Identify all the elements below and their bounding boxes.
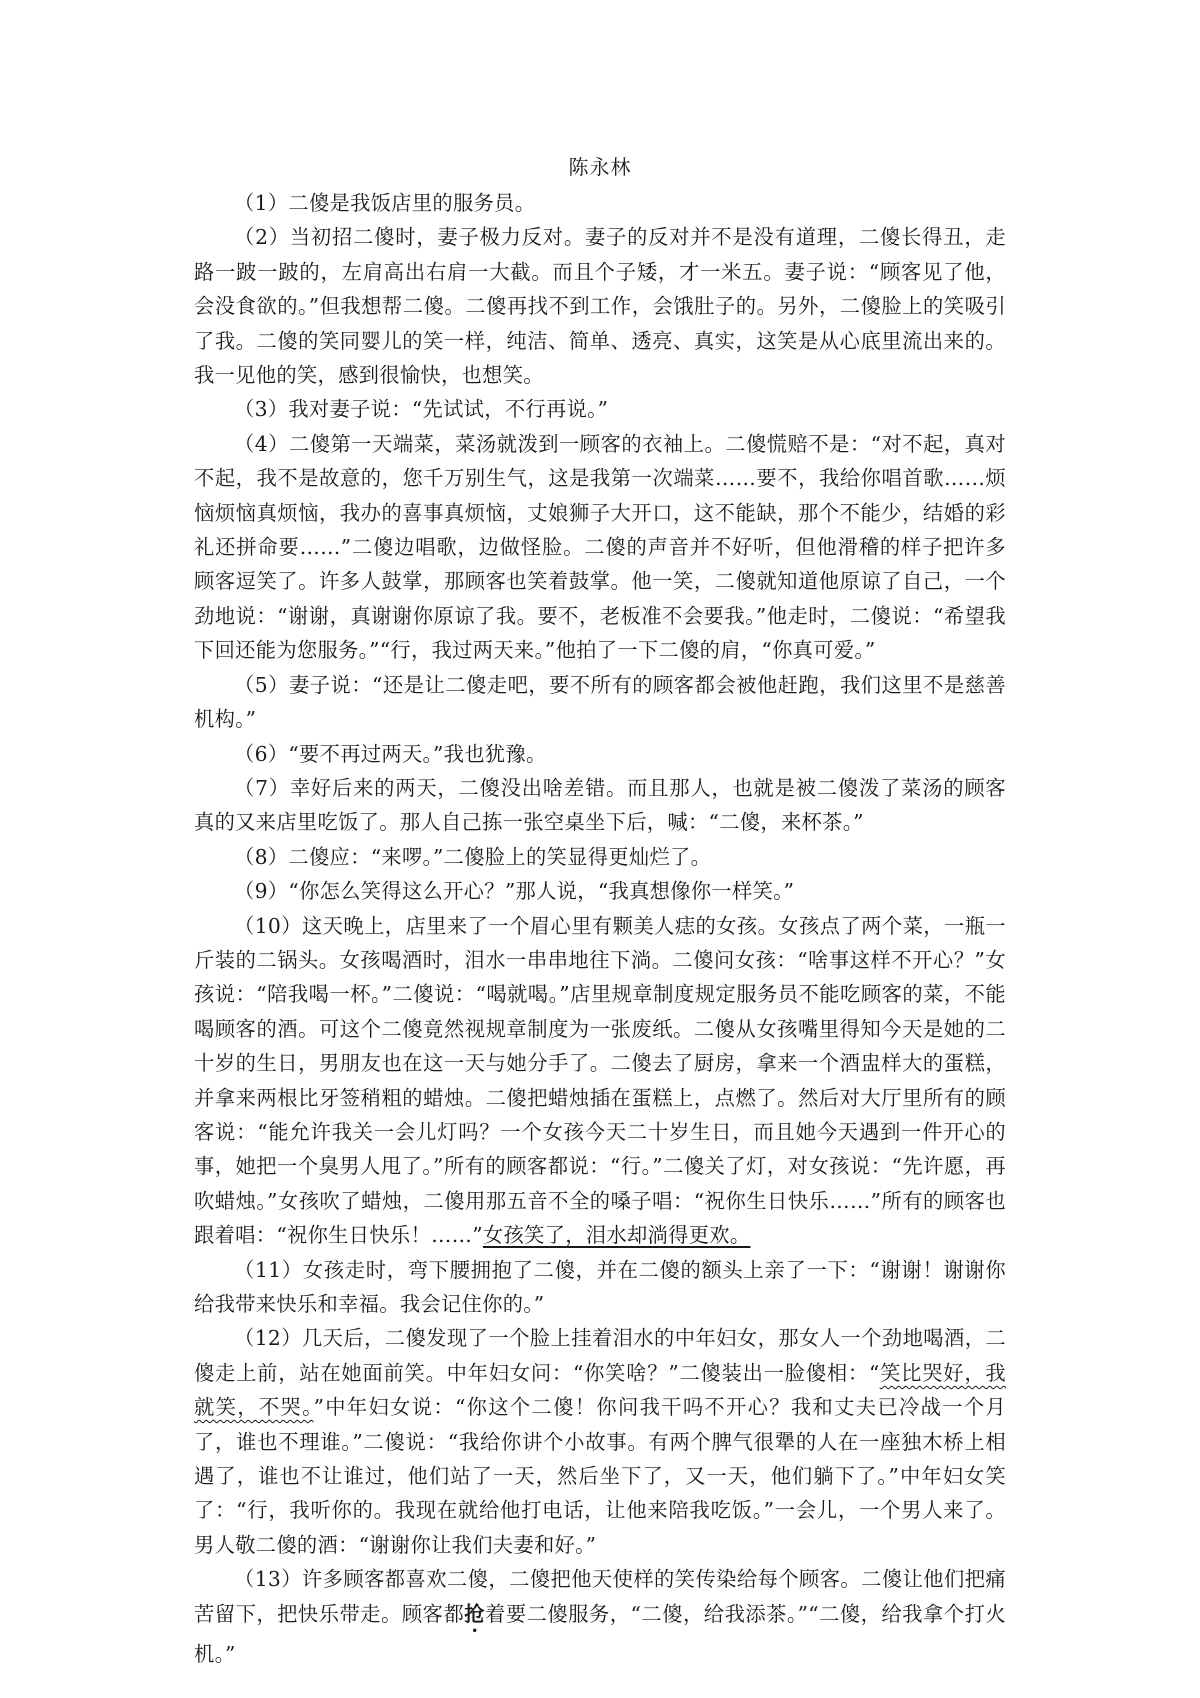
paragraph-13-text-before: （13）许多顾客都喜欢二傻，二傻把他天使样的笑传染给每个顾客。二傻让他们把痛苦留下，把快乐带走。顾客都	[194, 1567, 1006, 1626]
paragraph-5: （5）妻子说：“还是让二傻走吧，要不所有的顾客都会被他赶跑，我们这里不是慈善机构。”	[194, 672, 1006, 732]
document-page	[194, 150, 1006, 1671]
paragraph-13	[194, 1562, 1006, 1671]
underlined-sentence: 女孩笑了，泪水却淌得更欢。	[482, 1223, 751, 1248]
paragraph-8: （8）二傻应：“来啰。”二傻脸上的笑显得更灿烂了。	[234, 844, 712, 869]
paragraph-12-text-after: ”中年妇女说：“你这个二傻！你问我干吗不开心？我和丈夫已冷战一个月了，谁也不理谁。”二傻说：“我给你讲个小故事。有两个脾气很犟的人在一座独木桥上相遇了，谁也不让谁过，他们站了一天，然后坐下了，又一天，他们躺下了。”中年妇女笑了：“行，我听你的。我现在就给他打电话，让他来陪我吃饭。”一会儿，一个男人来了。男人敬二傻的酒：“谢谢你让我们夫妻和好。”	[194, 1395, 1007, 1557]
emphasized-word: 抢	[464, 1601, 486, 1626]
paragraph-12	[194, 1321, 1006, 1562]
paragraph-3: （3）我对妻子说：“先试试，不行再说。”	[234, 397, 609, 422]
paragraph-12-text-before: （12）几天后，二傻发现了一个脸上挂着泪水的中年妇女，那女人一个劲地喝酒，二傻走上前，站在她面前笑。中年妇女问：“你笑啥？”二傻装出一脸傻相：“	[194, 1326, 1006, 1385]
paragraph-7: （7）幸好后来的两天，二傻没出啥差错。而且那人，也就是被二傻泼了菜汤的顾客真的又来店里吃饭了。那人自己拣一张空桌坐下后，喊：“二傻，来杯茶。”	[194, 775, 1006, 835]
paragraph-6: （6）“要不再过两天。”我也犹豫。	[234, 741, 547, 766]
paragraph-9: （9）“你怎么笑得这么开心？”那人说，“我真想像你一样笑。”	[234, 879, 795, 904]
paragraph-2: （2）当初招二傻时，妻子极力反对。妻子的反对并不是没有道理，二傻长得丑，走路一跛一跛的，左肩高出右肩一大截。而且个子矮，才一米五。妻子说：“顾客见了他，会没食欲的。”但我想帮二傻。二傻再找不到工作，会饿肚子的。另外，二傻脸上的笑吸引了我。二傻的笑同婴儿的笑一样，纯洁、简单、透亮、真实，这笑是从心底里流出来的。我一见他的笑，感到很愉快，也想笑。	[194, 225, 1006, 388]
paragraph-1: （1）二傻是我饭店里的服务员。	[234, 191, 536, 215]
paragraph-11: （11）女孩走时，弯下腰拥抱了二傻，并在二傻的额头上亲了一下：“谢谢！谢谢你给我带来快乐和幸福。我会记住你的。”	[194, 1257, 1006, 1316]
paragraph-13-text-after: 着要二傻服务，“二傻，给我添茶。”“二傻，给我拿个打火机。”	[194, 1601, 1006, 1666]
paragraph-4: （4）二傻第一天端菜，菜汤就泼到一顾客的衣袖上。二傻慌赔不是：“对不起，真对不起，我不是故意的，您千万别生气，这是我第一次端菜……要不，我给你唱首歌……烦恼烦恼真烦恼，我办的喜事真烦恼，丈娘狮子大开口，这不能缺，那个不能少，结婚的彩礼还拼命要……”二傻边唱歌，边做怪脸。二傻的声音并不好听，但他滑稽的样子把许多顾客逗笑了。许多人鼓掌，那顾客也笑着鼓掌。他一笑，二傻就知道他原谅了自己，一个劲地说：“谢谢，真谢谢你原谅了我。要不，老板准不会要我。”他走时，二傻说：“希望我下回还能为您服务。”“行，我过两天来。”他拍了一下二傻的肩，“你真可爱。”	[194, 431, 1006, 663]
wavy-underlined-quote: 笑比哭好，我就笑，不哭。	[194, 1360, 1006, 1420]
author-name: 陈永林	[568, 155, 632, 179]
paragraph-10	[194, 909, 1006, 1253]
paragraph-10-text: （10）这天晚上，店里来了一个眉心里有颗美人痣的女孩。女孩点了两个菜，一瓶一斤装的二锅头。女孩喝酒时，泪水一串串地往下淌。二傻问女孩：“啥事这样不开心？”女孩说：“陪我喝一杯。”二傻说：“喝就喝。”店里规章制度规定服务员不能吃顾客的菜，不能喝顾客的酒。可这个二傻竟然视规章制度为一张废纸。二傻从女孩嘴里得知今天是她的二十岁的生日，男朋友也在这一天与她分手了。二傻去了厨房，拿来一个酒盅样大的蛋糕，并拿来两根比牙签稍粗的蜡烛。二傻把蜡烛插在蛋糕上，点燃了。然后对大厅里所有的顾客说：“能允许我关一会儿灯吗？一个女孩今天二十岁生日，而且她今天遇到一件开心的事，她把一个臭男人甩了。”所有的顾客都说：“行。”二傻关了灯，对女孩说：“先许愿，再吹蜡烛。”女孩吹了蜡烛，二傻用那五音不全的嗓子唱：“祝你生日快乐……”所有的顾客也跟着唱：“祝你生日快乐！……”	[194, 913, 1006, 1248]
